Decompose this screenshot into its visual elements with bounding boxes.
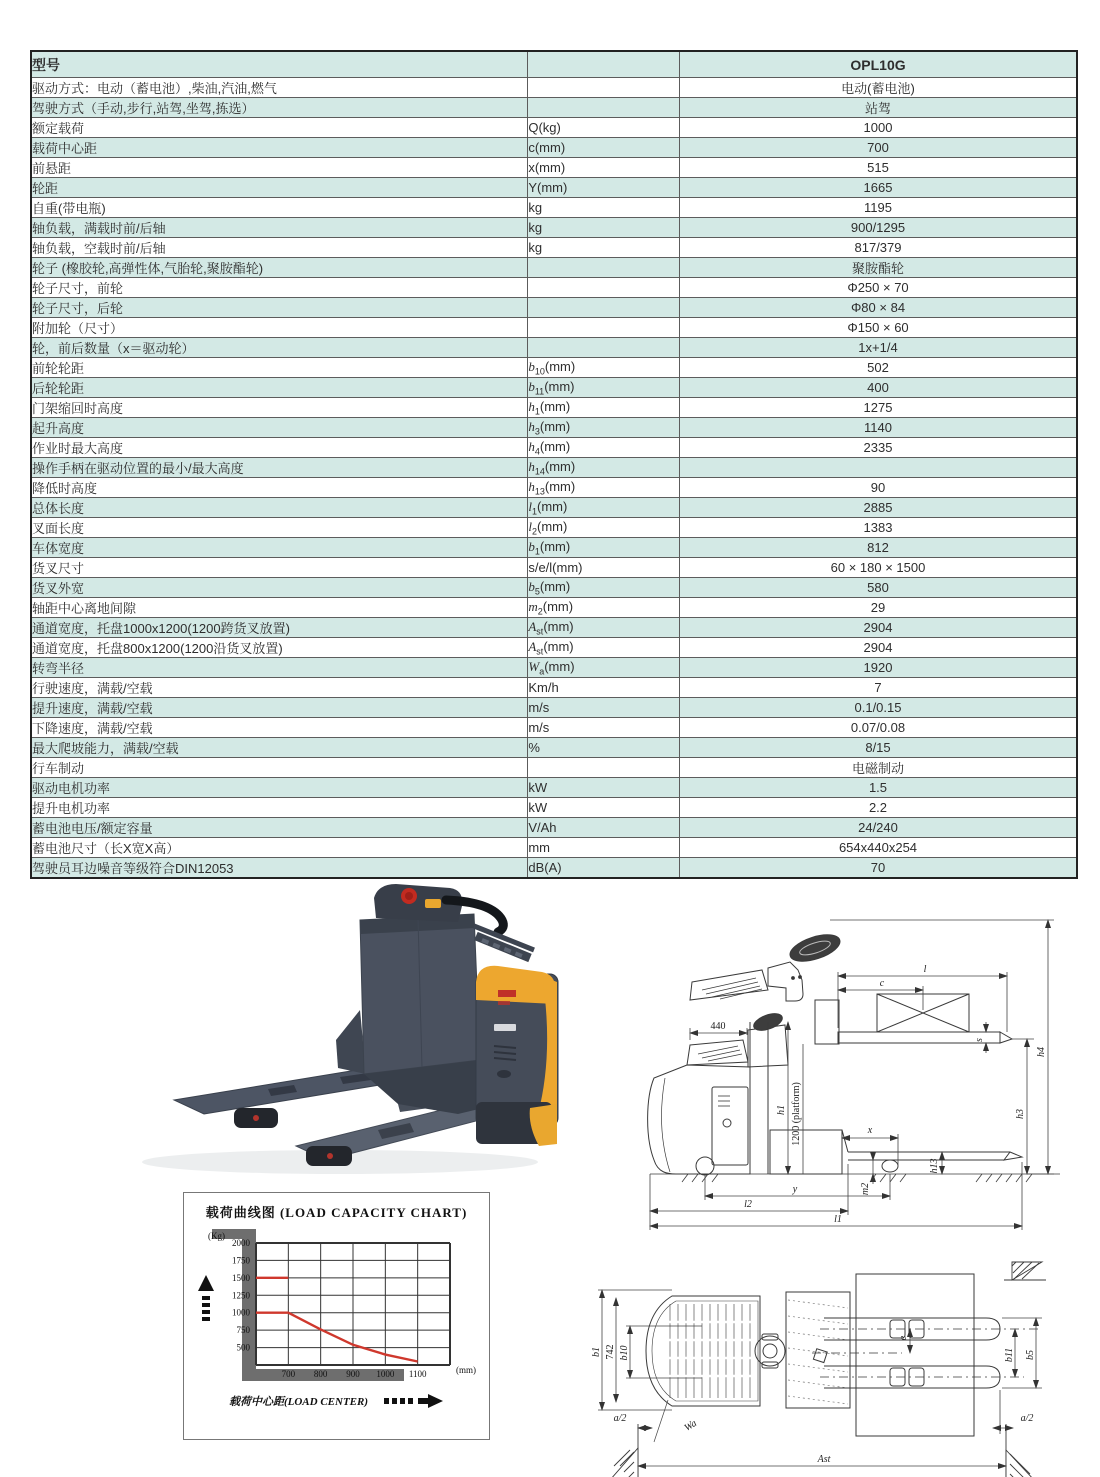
spec-value: 电动(蓄电池) [680,78,1078,98]
chart-tick-label: 700 [281,1369,296,1379]
spec-value: 站驾 [680,98,1078,118]
battery-compartment [476,966,558,1146]
dim-b1: b1 [591,1347,602,1357]
spec-value: 700 [680,138,1078,158]
y-axis-unit: (Kg) [208,1231,225,1241]
pallet-outline [856,1274,974,1436]
table-row [31,798,1077,818]
spec-label: 轴距中心离地间隙 [31,598,528,618]
spec-value: 900/1295 [680,218,1078,238]
spec-label: 驾驶方式（手动,步行,站驾,坐驾,拣选） [31,98,528,118]
table-header-row [31,51,1077,78]
spec-label: 自重(带电瓶) [31,198,528,218]
spec-label: 作业时最大高度 [31,438,528,458]
top-view-drawing [572,1238,1100,1477]
table-row [31,698,1077,718]
spec-symbol: mm [528,838,680,858]
dim-742: 742 [605,1344,616,1360]
top-dimensions [598,1290,1042,1466]
spec-symbol: $h_{13}(mm)$ [528,478,680,498]
dim-e: e [898,1335,909,1341]
spec-label: 驾驶员耳边噪音等级符合DIN12053 [31,858,528,879]
spec-value: 70 [680,858,1078,879]
table-row [31,738,1077,758]
spec-label: 下降速度，满载/空载 [31,718,528,738]
spec-value: 817/379 [680,238,1078,258]
table-row [31,538,1077,558]
chart-tick-label: 750 [236,1325,250,1336]
table-row [31,198,1077,218]
spec-label: 轴负载，空载时前/后轴 [31,238,528,258]
dim-a2-right: a/2 [1020,1413,1034,1424]
table-row [31,438,1077,458]
table-row [31,718,1077,738]
spec-value: 2.2 [680,798,1078,818]
table-row [31,318,1077,338]
table-row [31,98,1077,118]
spec-label: 蓄电池尺寸（长X宽X高） [31,838,528,858]
spec-symbol: Km/h [528,678,680,698]
dim-l2: l2 [744,1199,752,1210]
table-row [31,678,1077,698]
top-view-svg [572,1238,1100,1477]
spec-value: Φ250 × 70 [680,278,1078,298]
spec-value: 0.1/0.15 [680,698,1078,718]
table-row [31,378,1077,398]
chart-tick-label: 900 [346,1369,360,1379]
table-row [31,818,1077,838]
spec-value: 654x440x254 [680,838,1078,858]
spec-value: 90 [680,478,1078,498]
x-axis-unit: (mm) [456,1365,476,1375]
dim-y: y [792,1184,798,1195]
dim-a2-left: a/2 [613,1413,627,1424]
dim-m2: m2 [860,1182,871,1196]
spec-label: 前轮轮距 [31,358,528,378]
dim-wa: Wa [682,1417,699,1434]
table-row [31,398,1077,418]
table-row [31,358,1077,378]
dim-platform: 1200 (platform) [791,1082,802,1146]
table-row [31,558,1077,578]
spec-symbol: $l_2(mm)$ [528,518,680,538]
spec-symbol: c(mm) [528,138,680,158]
table-row [31,218,1077,238]
table-row [31,138,1077,158]
up-arrow-icon [198,1275,214,1321]
chart-tick-label: 1000 [232,1307,250,1318]
table-row [31,758,1077,778]
spec-label: 降低时高度 [31,478,528,498]
spec-value: 400 [680,378,1078,398]
spec-symbol: m/s [528,718,680,738]
dim-b5: b5 [1025,1350,1036,1360]
spec-label: 前悬距 [31,158,528,178]
spec-label: 驱动方式：电动（蓄电池）,柴油,汽油,燃气 [31,78,528,98]
dim-c: c [879,978,885,989]
spec-symbol: $h_{14}(mm)$ [528,458,680,478]
capacity-chart-svg [184,1223,489,1395]
table-row [31,578,1077,598]
table-row [31,778,1077,798]
spec-symbol: dB(A) [528,858,680,879]
spec-label: 通道宽度，托盘800x1200(1200沿货叉放置) [31,638,528,658]
standing-platform-top [786,1292,850,1408]
spec-value: 60 × 180 × 1500 [680,558,1078,578]
table-row [31,638,1077,658]
spec-value: 聚胺酯轮 [680,258,1078,278]
spec-value [680,458,1078,478]
table-row [31,478,1077,498]
chart-title: 载荷曲线图 (LOAD CAPACITY CHART) [205,1205,468,1220]
dim-ast: Ast [817,1454,831,1465]
spec-symbol [528,298,680,318]
table-row [31,658,1077,678]
spec-symbol: kW [528,778,680,798]
spec-label: 轮子 (橡胶轮,高弹性体,气胎轮,聚胺酯轮) [31,258,528,278]
spec-value: 2885 [680,498,1078,518]
spec-value: 1275 [680,398,1078,418]
spec-symbol [528,318,680,338]
spec-symbol: kg [528,238,680,258]
table-row [31,78,1077,98]
ground-line [650,1174,1060,1182]
order-picker-illustration [78,862,562,1186]
spec-label: 转弯半径 [31,658,528,678]
spec-label: 门架缩回时高度 [31,398,528,418]
chart-x-axis-label: 载荷中心距(LOAD CENTER) [228,1396,369,1408]
table-row [31,118,1077,138]
spec-label: 提升电机功率 [31,798,528,818]
spec-value: 2335 [680,438,1078,458]
spec-value: Φ150 × 60 [680,318,1078,338]
chart-tick-label: 1000 [376,1369,395,1379]
load-capacity-chart [183,1192,490,1440]
dim-b11: b11 [1004,1347,1015,1363]
table-row [31,338,1077,358]
spec-symbol: $b_{10}(mm)$ [528,358,680,378]
spec-symbol: s/e/l(mm) [528,558,680,578]
spec-symbol [528,278,680,298]
spec-symbol: V/Ah [528,818,680,838]
spec-symbol: $m_2(mm)$ [528,598,680,618]
spec-label: 轮，前后数量（x＝驱动轮） [31,338,528,358]
spec-label: 额定载荷 [31,118,528,138]
spec-value: Φ80 × 84 [680,298,1078,318]
spec-value: 1000 [680,118,1078,138]
spec-value: 1195 [680,198,1078,218]
dim-s: s [974,1038,985,1042]
chart-tick-label: 800 [313,1369,328,1379]
spec-symbol: kg [528,198,680,218]
product-photo [78,862,562,1186]
spec-value: 1920 [680,658,1078,678]
spec-symbol: $h_4(mm)$ [528,438,680,458]
spec-label: 轴负载，满载时前/后轴 [31,218,528,238]
table-row [31,278,1077,298]
spec-label: 行驶速度，满载/空载 [31,678,528,698]
spec-symbol: Q(kg) [528,118,680,138]
dim-440: 440 [710,1021,726,1032]
spec-label: 提升速度，满载/空载 [31,698,528,718]
spec-symbol: % [528,738,680,758]
chart-tick-label: 1250 [232,1290,250,1301]
spec-symbol [528,98,680,118]
dim-h4: h4 [1036,1047,1047,1057]
spec-label: 轮子尺寸，前轮 [31,278,528,298]
spec-value: 24/240 [680,818,1078,838]
spec-value: 29 [680,598,1078,618]
spec-label: 附加轮（尺寸） [31,318,528,338]
table-row [31,258,1077,278]
spec-label: 载荷中心距 [31,138,528,158]
chart-graphic [256,1313,418,1362]
spec-value: 1383 [680,518,1078,538]
spec-label: 轮子尺寸，后轮 [31,298,528,318]
spec-label: 驱动电机功率 [31,778,528,798]
model-value: OPL10G [680,51,1078,78]
raised-tiller-detail [690,930,843,1001]
truck-body-side [648,1010,842,1175]
spec-symbol [528,258,680,278]
table-row [31,238,1077,258]
spec-label: 起升高度 [31,418,528,438]
side-view-svg [590,882,1100,1238]
spec-symbol [528,78,680,98]
chart-frame [212,1229,404,1381]
spec-label: 最大爬坡能力，满载/空载 [31,738,528,758]
spec-symbol: $A_{st}(mm)$ [528,638,680,658]
spec-value: 2904 [680,638,1078,658]
spec-symbol: $b_5(mm)$ [528,578,680,598]
spec-value: 515 [680,158,1078,178]
model-header-label: 型号 [31,51,528,78]
spec-symbol: kg [528,218,680,238]
table-row [31,458,1077,478]
spec-label: 通道宽度，托盘1000x1200(1200跨货叉放置) [31,618,528,638]
dim-l1: l1 [834,1214,842,1225]
table-row [31,598,1077,618]
spec-symbol: $A_{st}(mm)$ [528,618,680,638]
spec-value: 502 [680,358,1078,378]
chart-tick-label: 1500 [232,1272,250,1283]
spec-symbol [528,758,680,778]
table-row [31,838,1077,858]
chart-tick-label: 1750 [232,1255,250,1266]
dim-h13: h13 [929,1158,940,1174]
raised-fork-load [815,994,1012,1044]
spec-symbol: kW [528,798,680,818]
table-row [31,178,1077,198]
dim-h1: h1 [776,1105,787,1115]
spec-symbol: m/s [528,698,680,718]
spec-value: 8/15 [680,738,1078,758]
spec-table [30,50,1078,879]
side-view-drawing [590,882,1100,1238]
spec-label: 后轮轮距 [31,378,528,398]
right-arrow-icon [382,1394,444,1408]
spec-symbol: $W_a(mm)$ [528,658,680,678]
spec-label: 货叉尺寸 [31,558,528,578]
dim-b10: b10 [619,1345,630,1361]
spec-label: 操作手柄在驱动位置的最小/最大高度 [31,458,528,478]
spec-symbol: x(mm) [528,158,680,178]
truck-body-top [646,1296,785,1406]
chart-tick-label: 1100 [408,1369,427,1379]
chart-tick-label: 2000 [232,1238,250,1248]
spec-symbol: Y(mm) [528,178,680,198]
spec-symbol: $b_1(mm)$ [528,538,680,558]
spec-value: 2904 [680,618,1078,638]
spec-label: 货叉外宽 [31,578,528,598]
spec-symbol: $b_{11}(mm)$ [528,378,680,398]
symbol-header-cell [528,51,680,78]
spec-label: 轮距 [31,178,528,198]
spec-value: 1665 [680,178,1078,198]
spec-value: 0.07/0.08 [680,718,1078,738]
spec-label: 总体长度 [31,498,528,518]
table-row [31,518,1077,538]
table-row [31,618,1077,638]
spec-value: 1140 [680,418,1078,438]
dim-l: l [923,964,927,975]
dim-h3: h3 [1015,1109,1026,1119]
side-dimensions [650,920,1054,1230]
spec-symbol: $h_1(mm)$ [528,398,680,418]
table-row [31,298,1077,318]
spec-label: 叉面长度 [31,518,528,538]
spec-symbol: $l_1(mm)$ [528,498,680,518]
spec-value: 电磁制动 [680,758,1078,778]
table-row [31,158,1077,178]
spec-value: 1x+1/4 [680,338,1078,358]
spec-label: 车体宽度 [31,538,528,558]
spec-label: 行车制动 [31,758,528,778]
spec-value: 7 [680,678,1078,698]
spec-symbol: $h_3(mm)$ [528,418,680,438]
spec-value: 812 [680,538,1078,558]
spec-value: 1.5 [680,778,1078,798]
table-row [31,498,1077,518]
chart-tick-label: 500 [236,1342,250,1353]
spec-value: 580 [680,578,1078,598]
spec-label: 蓄电池电压/额定容量 [31,818,528,838]
table-row [31,418,1077,438]
spec-symbol [528,338,680,358]
dim-x: x [867,1125,873,1136]
